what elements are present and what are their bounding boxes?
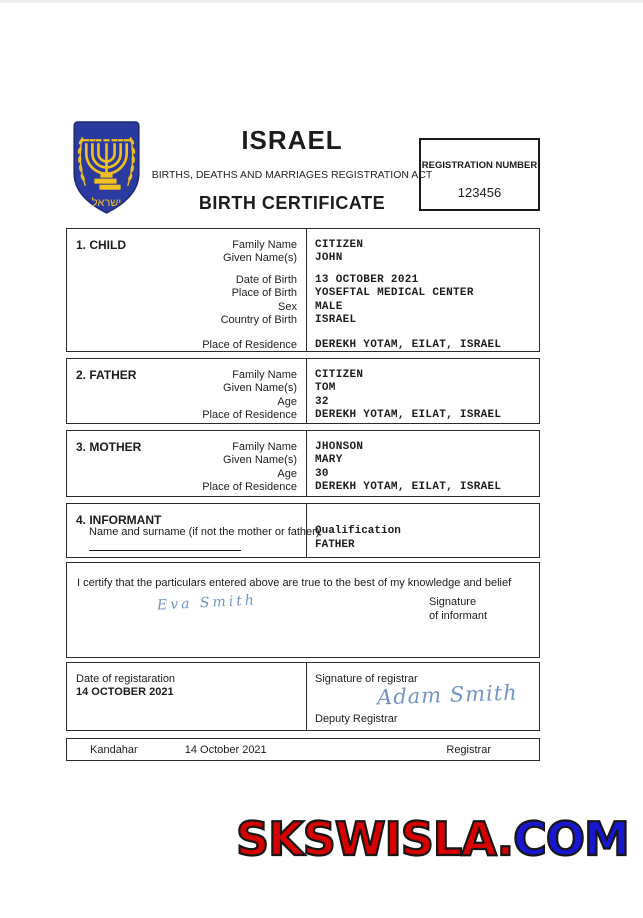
section-father [66, 358, 540, 424]
act-subtitle: BIRTHS, DEATHS AND MARRIAGES REGISTRATION ACT [151, 169, 433, 181]
header-titles [150, 125, 434, 214]
field-label: Date of Birth [235, 273, 297, 286]
section-mother [66, 430, 540, 497]
field-label: Place of Residence [202, 481, 297, 494]
signature-label-line1: Signature [429, 596, 477, 608]
table-row [67, 239, 539, 252]
table-row [67, 369, 539, 382]
field-label: Age [277, 467, 297, 480]
signature-of-informant-label [429, 596, 487, 623]
informant-name-label: Name and surname (if not the mother or father) [89, 526, 320, 538]
certification-box [66, 562, 540, 658]
field-value: CITIZEN [315, 239, 364, 251]
qualification-label: Qualification [315, 525, 401, 537]
table-row [67, 287, 539, 300]
field-label: Age [277, 395, 297, 408]
field-label: Given Name(s) [223, 252, 297, 265]
page-top-edge [0, 0, 643, 3]
field-value: 13 OCTOBER 2021 [315, 273, 419, 286]
field-value: JHONSON [315, 441, 364, 453]
qualification-value: FATHER [315, 538, 355, 551]
section-informant [66, 503, 540, 558]
registration-box [66, 662, 540, 731]
registrar-signature: Adam Smith [376, 680, 519, 710]
field-value: MALE [315, 300, 343, 313]
emblem-hebrew-text: ישראל [91, 196, 122, 209]
table-row [67, 252, 539, 265]
field-label: Family Name [232, 239, 297, 251]
signature-label-line2: of informant [429, 609, 488, 622]
child-rows [67, 229, 539, 353]
table-row [67, 274, 539, 287]
field-label: Given Name(s) [223, 382, 297, 395]
section-mother-title: 3. MOTHER [76, 440, 142, 454]
section-father-title: 2. FATHER [76, 368, 137, 382]
informant-name-blank-line [89, 550, 241, 551]
document-title: BIRTH CERTIFICATE [198, 193, 386, 213]
registration-number-value: 123456 [457, 185, 502, 200]
field-value: TOM [315, 382, 336, 395]
father-rows [67, 359, 539, 423]
field-value: DEREKH YOTAM, EILAT, ISRAEL [315, 481, 502, 494]
field-value: ISRAEL [315, 314, 357, 327]
registration-number-label: REGISTRATION NUMBER [421, 160, 538, 171]
field-label: Place of Birth [231, 287, 297, 300]
registration-date-label: Date of registaration [76, 673, 176, 685]
field-value: YOSEFTAL MEDICAL CENTER [315, 287, 474, 300]
table-row [67, 396, 539, 409]
watermark-blue-part: COM [513, 812, 629, 866]
footer-strip [66, 738, 540, 761]
field-value: DEREKH YOTAM, EILAT, ISRAEL [315, 409, 502, 422]
field-label: Family Name [232, 369, 297, 381]
registrar-signature-label: Signature of registrar [315, 673, 418, 685]
column-divider [306, 663, 307, 730]
israel-emblem-icon [70, 119, 143, 216]
column-divider [306, 229, 307, 351]
watermark-skswisla-com [236, 812, 629, 866]
section-child [66, 228, 540, 352]
table-row [67, 454, 539, 467]
watermark-red-part: SKSWISLA. [236, 812, 514, 866]
field-label: Sex [278, 300, 297, 313]
section-informant-title: 4. INFORMANT [76, 513, 162, 527]
registration-date-value: 14 OCTOBER 2021 [76, 686, 174, 698]
footer-registrar-label: Registrar [446, 743, 491, 756]
field-label: Country of Birth [220, 314, 297, 327]
footer-place: Kandahar [90, 743, 138, 756]
field-label: Place of Residence [202, 409, 297, 422]
table-row [67, 301, 539, 314]
table-row [67, 382, 539, 395]
column-divider [306, 359, 307, 423]
table-row [67, 481, 539, 494]
table-row [67, 314, 539, 327]
field-value: JOHN [315, 252, 343, 265]
certification-statement: I certify that the particulars entered above are true to the best of my knowledge and belief [77, 577, 512, 589]
field-value: CITIZEN [315, 369, 364, 381]
table-row [67, 468, 539, 481]
table-row [67, 339, 539, 352]
registration-number-box [419, 138, 540, 211]
field-value: 30 [315, 467, 329, 480]
field-value: MARY [315, 454, 343, 467]
field-value: DEREKH YOTAM, EILAT, ISRAEL [315, 339, 502, 352]
field-label: Family Name [232, 441, 297, 453]
field-label: Place of Residence [202, 339, 297, 352]
informant-qualification [315, 525, 401, 552]
section-child-title: 1. CHILD [76, 238, 127, 252]
deputy-registrar-label: Deputy Registrar [315, 713, 398, 725]
footer-date: 14 October 2021 [184, 743, 267, 756]
field-value: 32 [315, 395, 329, 408]
informant-signature: Eva Smith [156, 592, 258, 614]
country-title: ISRAEL [241, 125, 343, 155]
table-row [67, 409, 539, 422]
column-divider [306, 431, 307, 496]
field-label: Given Name(s) [223, 454, 297, 467]
